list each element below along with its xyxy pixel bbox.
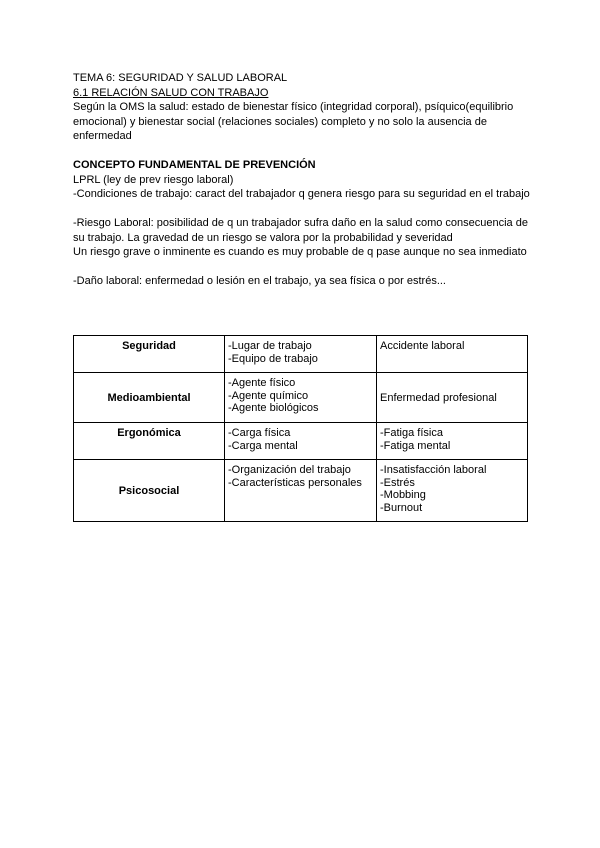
consequence-item: Accidente laboral — [380, 340, 465, 352]
factor-item: -Carga mental — [228, 439, 298, 452]
dano-laboral-paragraph: -Daño laboral: enfermedad o lesión en el trabajo, ya sea física o por estrés... — [73, 275, 446, 287]
document-body — [73, 71, 533, 289]
risk-table — [73, 335, 528, 522]
table-row — [74, 460, 528, 522]
factor-item: -Agente biológicos — [228, 402, 319, 414]
factor-item: -Lugar de trabajo — [228, 340, 312, 352]
factor-item: -Características personales — [228, 476, 362, 489]
table-row — [74, 336, 528, 373]
riesgo-laboral-paragraph: -Riesgo Laboral: posibilidad de q un trabajador sufra daño en la salud como consecuencia de su trabajo. La gravedad de un riesgo se valora por la probabilidad y severidad — [73, 217, 528, 244]
consequences-cell — [377, 460, 528, 522]
category-cell: Seguridad — [74, 336, 225, 373]
category-cell — [74, 373, 225, 423]
consequences-cell — [377, 336, 528, 373]
condiciones-paragraph: -Condiciones de trabajo: caract del trabajador q genera riesgo para su seguridad en el trabajo — [73, 188, 530, 200]
factor-item: -Carga física — [228, 427, 291, 439]
factors-cell — [225, 336, 377, 373]
category-label: Medioambiental — [107, 391, 191, 404]
lprl-line: LPRL (ley de prev riesgo laboral) — [73, 173, 234, 186]
consequence-item: -Mobbing — [380, 489, 426, 501]
document-subtitle: 6.1 RELACIÓN SALUD CON TRABAJO — [73, 86, 269, 99]
consequence-item: -Burnout — [380, 501, 423, 514]
factor-item: -Organización del trabajo — [228, 464, 351, 476]
factors-cell — [225, 460, 377, 522]
consequences-cell — [377, 423, 528, 460]
table-row — [74, 423, 528, 460]
factors-cell — [225, 373, 377, 423]
oms-definition: Según la OMS la salud: estado de bienestar físico (integridad corporal), psíquico(equilibrio emocional) y bienestar social (relaciones sociales) completo y no solo la ausencia de enfermedad — [73, 101, 514, 142]
document-title: TEMA 6: SEGURIDAD Y SALUD LABORAL — [73, 72, 288, 84]
consequence-item: -Fatiga mental — [380, 439, 451, 452]
factor-item: -Equipo de trabajo — [228, 352, 318, 365]
consequences-cell — [377, 373, 528, 423]
category-cell — [74, 460, 225, 522]
category-cell: Ergonómica — [74, 423, 225, 460]
consequence-item: -Fatiga física — [380, 427, 443, 439]
factor-item: -Agente químico — [228, 389, 309, 402]
consequence-item: -Insatisfacción laboral — [380, 464, 487, 476]
factor-item: -Agente físico — [228, 377, 296, 389]
table-row — [74, 373, 528, 423]
consequence-item: -Estrés — [380, 476, 415, 489]
consequence-item: Enfermedad profesional — [380, 391, 497, 404]
section-heading: CONCEPTO FUNDAMENTAL DE PREVENCIÓN — [73, 159, 316, 171]
riesgo-grave-paragraph: Un riesgo grave o inminente es cuando es muy probable de q pase aunque no sea inmediato — [73, 246, 527, 258]
factors-cell — [225, 423, 377, 460]
category-label: Psicosocial — [118, 484, 180, 497]
